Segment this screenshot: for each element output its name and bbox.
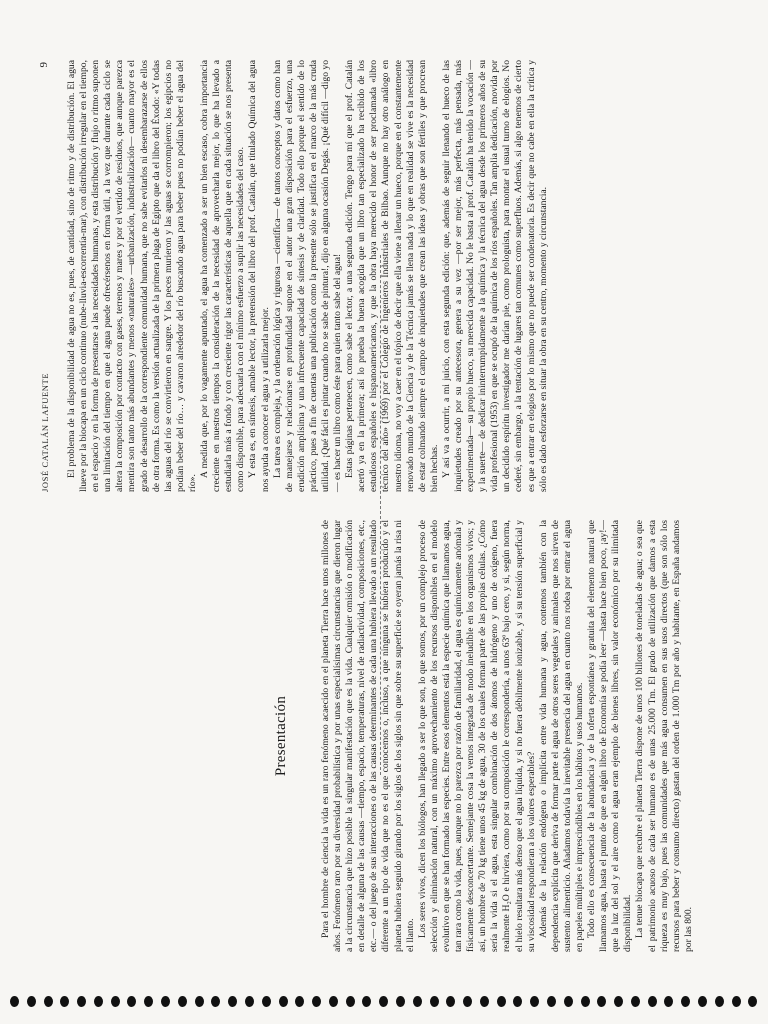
binding-holes [10, 994, 758, 1008]
binding-hole [530, 996, 539, 1007]
paragraph: Para el hombre de ciencia la vida es un raro fenómeno acaecido en el planeta Tierra hace unos millones de años. Fenómeno raro por su diversidad probabilística y por unas especialísimas circunstancias que dieron lugar a la circunstancia que hizo posible la singular manifestación que es la vida. Cualquier omisión o modificación en detalle de alguna de las causas —tiempo, espacio, temperaturas, nivel de radiactividad, composiciones, etc., etc.— o del juego de sus interacciones o de las causas determinantes de cada una hubiera llevado a un resultado diferente a un tipo de vida que no es el que conocemos o, incluso, a que ninguna se hubiera producido y el planeta hubiera seguido girando por los siglos de los siglos sin que sobre su superficie se oyeran jamás la risa ni el llanto. [320, 520, 416, 952]
binding-hole [446, 996, 455, 1007]
binding-hole [698, 996, 707, 1007]
binding-hole [513, 996, 522, 1007]
binding-hole [228, 996, 237, 1007]
binding-hole [195, 996, 204, 1007]
binding-hole [77, 996, 86, 1007]
binding-hole [379, 996, 388, 1007]
binding-hole [27, 996, 36, 1007]
binding-hole [715, 996, 724, 1007]
binding-hole [44, 996, 53, 1007]
paragraph: La tarea es compleja, y la ordenación lógica y rigurosa —científica— de tantos conceptos y datos como han de manejarse y relacionarse en profundidad supone en el autor una gran disposición para el esfuerzo, una erudición amplísima y una infrecuente capacidad de síntesis y de claridad. Todo ello porque el sentido de lo práctico, pues a fin de cuentas una publicación como la presente sólo se justifica en el marco de la más cruda utilidad. ¡Qué fácil es pintar cuando no se sabe de pintura!, dijo en alguna ocasión Degás. ¡Qué difícil —digo yo— es hacer un libro como éste para quien tanto sabe del agua! [271, 60, 344, 492]
page-gutter [380, 255, 382, 775]
binding-hole [10, 996, 19, 1007]
binding-hole [547, 996, 556, 1007]
binding-hole [597, 996, 606, 1007]
binding-hole [295, 996, 304, 1007]
binding-hole [681, 996, 690, 1007]
binding-hole [178, 996, 187, 1007]
binding-hole [614, 996, 623, 1007]
running-head: JOSÉ CATALÁN LAFUENTE [40, 372, 50, 492]
page-number: 9 [38, 62, 50, 68]
binding-hole [748, 996, 757, 1007]
paragraph: Y esta es, en síntesis, amable lector, la pretensión del libro del prof. Catalán, que titulado Química del agua nos ayuda a conocer el agua y a utilizarla mejor. [247, 60, 271, 492]
binding-hole [127, 996, 136, 1007]
binding-hole [144, 996, 153, 1007]
binding-hole [648, 996, 657, 1007]
binding-hole [497, 996, 506, 1007]
paragraph: Los seres vivos, dicen los biólogos, han llegado a ser lo que son, lo que somos, por un complejo proceso de selección y eliminación natural, con un máximo aprovechamiento de los recursos disponibles en el modelo evolutivo en que se han formado las especies. Entre esos elementos está la especie química que llamamos agua, tan rara como la vida, pues, aunque no lo parezca por razón de familiaridad, el agua es químicamente anómala y físicamente desconcertante. Semejante cosa la vemos integrada de modo ineludible en los organismos vivos; y así, un hombre de 70 kg tiene unos 45 kg de agua, 30 de los cuales forman parte de las propias células. ¿Cómo sería la vida si el agua, esta singular combinación de dos átomos de hidrógeno y uno de oxígeno, fuera realmente H₂O e hirviera, como por su composición le correspondería, a unos 63º bajo cero, y si, según norma, el hielo resultara más denso que el agua líquida, y si no fuera débilmente ionizable, y si su tensión superficial y su viscosidad respondieran a los valores esperables? [416, 520, 537, 952]
binding-hole [279, 996, 288, 1007]
binding-hole [564, 996, 573, 1007]
binding-hole [581, 996, 590, 1007]
binding-hole [413, 996, 422, 1007]
binding-hole [161, 996, 170, 1007]
binding-hole [346, 996, 355, 1007]
right-body [66, 60, 550, 492]
binding-hole [430, 996, 439, 1007]
paragraph: Además de la relación endógena o implícita entre vida humana y agua, contemos también con la dependencia explícita que deriva de formar parte el agua de otros seres vegetales y animales que nos sirven de sustento alimenticio. Añadamos todavía la inevitable presencia del agua en cuanto nos rodea por entrar el agua en papeles múltiples e imprescindibles en los hábitos y usos humanos. [537, 520, 585, 952]
binding-hole [329, 996, 338, 1007]
paragraph: Y así va a ocurrir, a mi juicio, con esta segunda edición: que, además de seguir llenando el hueco de las inquietudes creado por su antecesora, genera a su vez —por ser mejor, más perfecta, más pensada, más experimentada— su propio hueco, su merecida capacidad. No le basta al prof. Catalán ha tenido la vocación —y la suerte— de dedicar ininterrumpidamente a la química y la técnica del agua desde los primeros años de su vida profesional (1953) en que se ocupó de la química de los ríos españoles. Tan amplia dedicación, movida por un decidido espíritu investigador me darían pie, como prologuista, para montar el usual turno de elogios. No cederé, sin embargo, a la tentación de lugares tan comunes como superfluos. Además, si algo tenemos de cierto es que a entrar en elogios por lo mismo que no puede ser condenatoria. Es decir que no cabe en ella la crítica y sólo es dado esforzarse en situar la obra en su centro, momento y circunstancia. [440, 60, 549, 492]
binding-hole [664, 996, 673, 1007]
binding-hole [60, 996, 69, 1007]
left-body [320, 520, 695, 952]
right-page [40, 60, 740, 492]
binding-hole [362, 996, 371, 1007]
section-heading: Presentación [273, 695, 289, 777]
paragraph: A medida que, por lo vagamente apuntado, el agua ha comenzado a ser un bien escaso, cobra importancia creciente en nuestros tiempos la consideración de la necesidad de aprovecharla mejor, lo que ha llevado a estudiarla más a fondo y con creciente rigor las características de aquella que en cada situación se nos presenta como disponible, para adecuarla con el mínimo esfuerzo a suplir las necesidades del caso. [199, 60, 247, 492]
binding-hole [463, 996, 472, 1007]
paragraph: Todo ello es consecuencia de la abundancia y de la oferta espontánea y gratuita del elemento natural que llamamos agua, hasta el punto de que en algún libro de Economía se podía leer —hasta hace bien poco, ¡ay!— que la luz del sol y el aire como el agua eran ejemplo de bienes libres, sin valor económico por su ilimitada disponibilidad. [586, 520, 634, 952]
binding-hole [396, 996, 405, 1007]
paragraph: El problema de la disponibilidad de agua no es, pues, de cantidad, sino de ritmo y de distribución. El agua llueve por la biocapa en un ciclo continuo (nube-lluvia-escorrentía-mar), con distribución irregular en el tiempo, en el espacio y en la forma de presentarse a las necesidades humanas, y esta distribución y flujo o ritmo suponen una limitación del tiempo en que el agua puede ofrecérsenos en forma útil, a la vez que durante cada ciclo se altera la composición por contacto con gases, terrenos y mares y por el vertido de residuos, que aunque parezca mentira son tanto más abundantes y menos «naturales» —urbanización, industrialización— cuanto mayor es el grado de desarrollo de la correspondiente comunidad humana, que no sabe evitarlos ni desembarazarse de ellos de otra forma. Es como la versión actualizada de la primera plaga de Egipto que da el libro del Éxodo: «Y todas las aguas del río se convirtieron en sangre. Y los peces murieron y las aguas se corrompieron; los egipcios no podían beber del río… y cavaron alrededor del río buscando agua para beber pues no podían beber el agua del río». [66, 60, 198, 492]
left-page [175, 520, 735, 952]
binding-hole [631, 996, 640, 1007]
binding-hole [480, 996, 489, 1007]
binding-hole [111, 996, 120, 1007]
binding-hole [312, 996, 321, 1007]
binding-hole [732, 996, 741, 1007]
paragraph: Estas páginas pertenecen, como sabe el lector, a una segunda edición. Tengo para mí que el prof. Catalán acertó ya en la primera; así lo prueba la buena acogida que un libro tan especializado ha recibido de los estudiosos españoles e hispanoamericanos, y que la obra haya merecido el honor de ser proclamada «libro técnico del año» (1969) por el Colegio de Ingenieros Industriales de Bilbao. Aunque no hay otro análogo en nuestro idioma, no voy a caer en el tópico de decir que ella viene a llenar un hueco, porque en el constantemente renovado mundo de la Ciencia y de la Técnica jamás se llena nada y lo que en realidad se vive es la necesidad de estar colmando siempre el campo de inquietudes que crean las ideas y obras que son fértiles y que procrean bien hechas. [344, 60, 440, 492]
paragraph: La tenue biocapa que recubre el planeta Tierra dispone de unos 100 billones de toneladas de agua; o sea que el patrimonio acuoso de cada ser humano es de unas 25.000 Tm. El grado de utilización que damos a esta riqueza es muy bajo, pues las comunidades que más agua consumen en sus usos directos (que son sólo los recursos para beber y consumo directo) gastan del orden de 1.000 Tm por año y habitante, en España andamos por las 800. [634, 520, 694, 952]
binding-hole [245, 996, 254, 1007]
binding-hole [211, 996, 220, 1007]
binding-hole [262, 996, 271, 1007]
binding-hole [94, 996, 103, 1007]
